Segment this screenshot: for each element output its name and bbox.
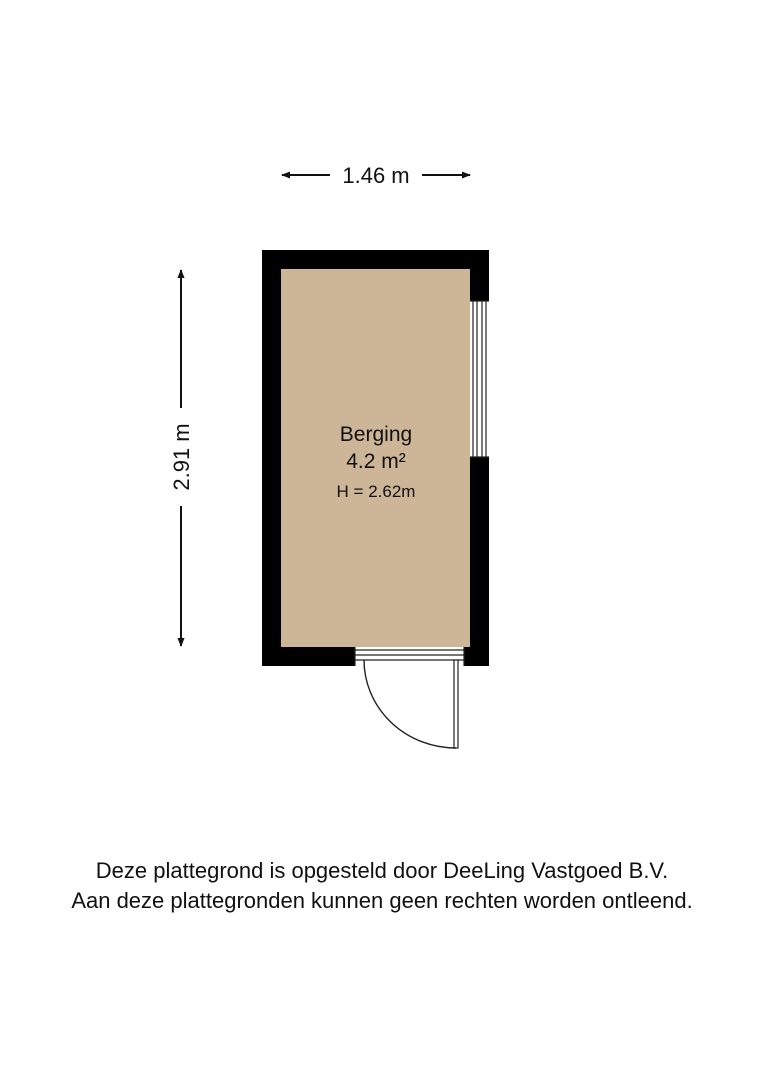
height-dimension-label: 2.91 m <box>169 423 194 491</box>
room-area: 4.2 m² <box>346 450 406 473</box>
width-dimension <box>282 163 470 188</box>
room-name: Berging <box>339 423 413 446</box>
height-dimension <box>169 270 194 646</box>
width-dimension-label: 1.46 m <box>342 163 410 188</box>
door-swing <box>364 660 458 748</box>
disclaimer-line-2: Aan deze plattegronden kunnen geen rechten worden ontleend. <box>71 888 693 913</box>
room-ceiling-height: H = 2.62m <box>336 482 416 501</box>
disclaimer-line-1: Deze plattegrond is opgesteld door DeeLing Vastgoed B.V. <box>95 858 669 883</box>
room-berging <box>262 250 489 748</box>
